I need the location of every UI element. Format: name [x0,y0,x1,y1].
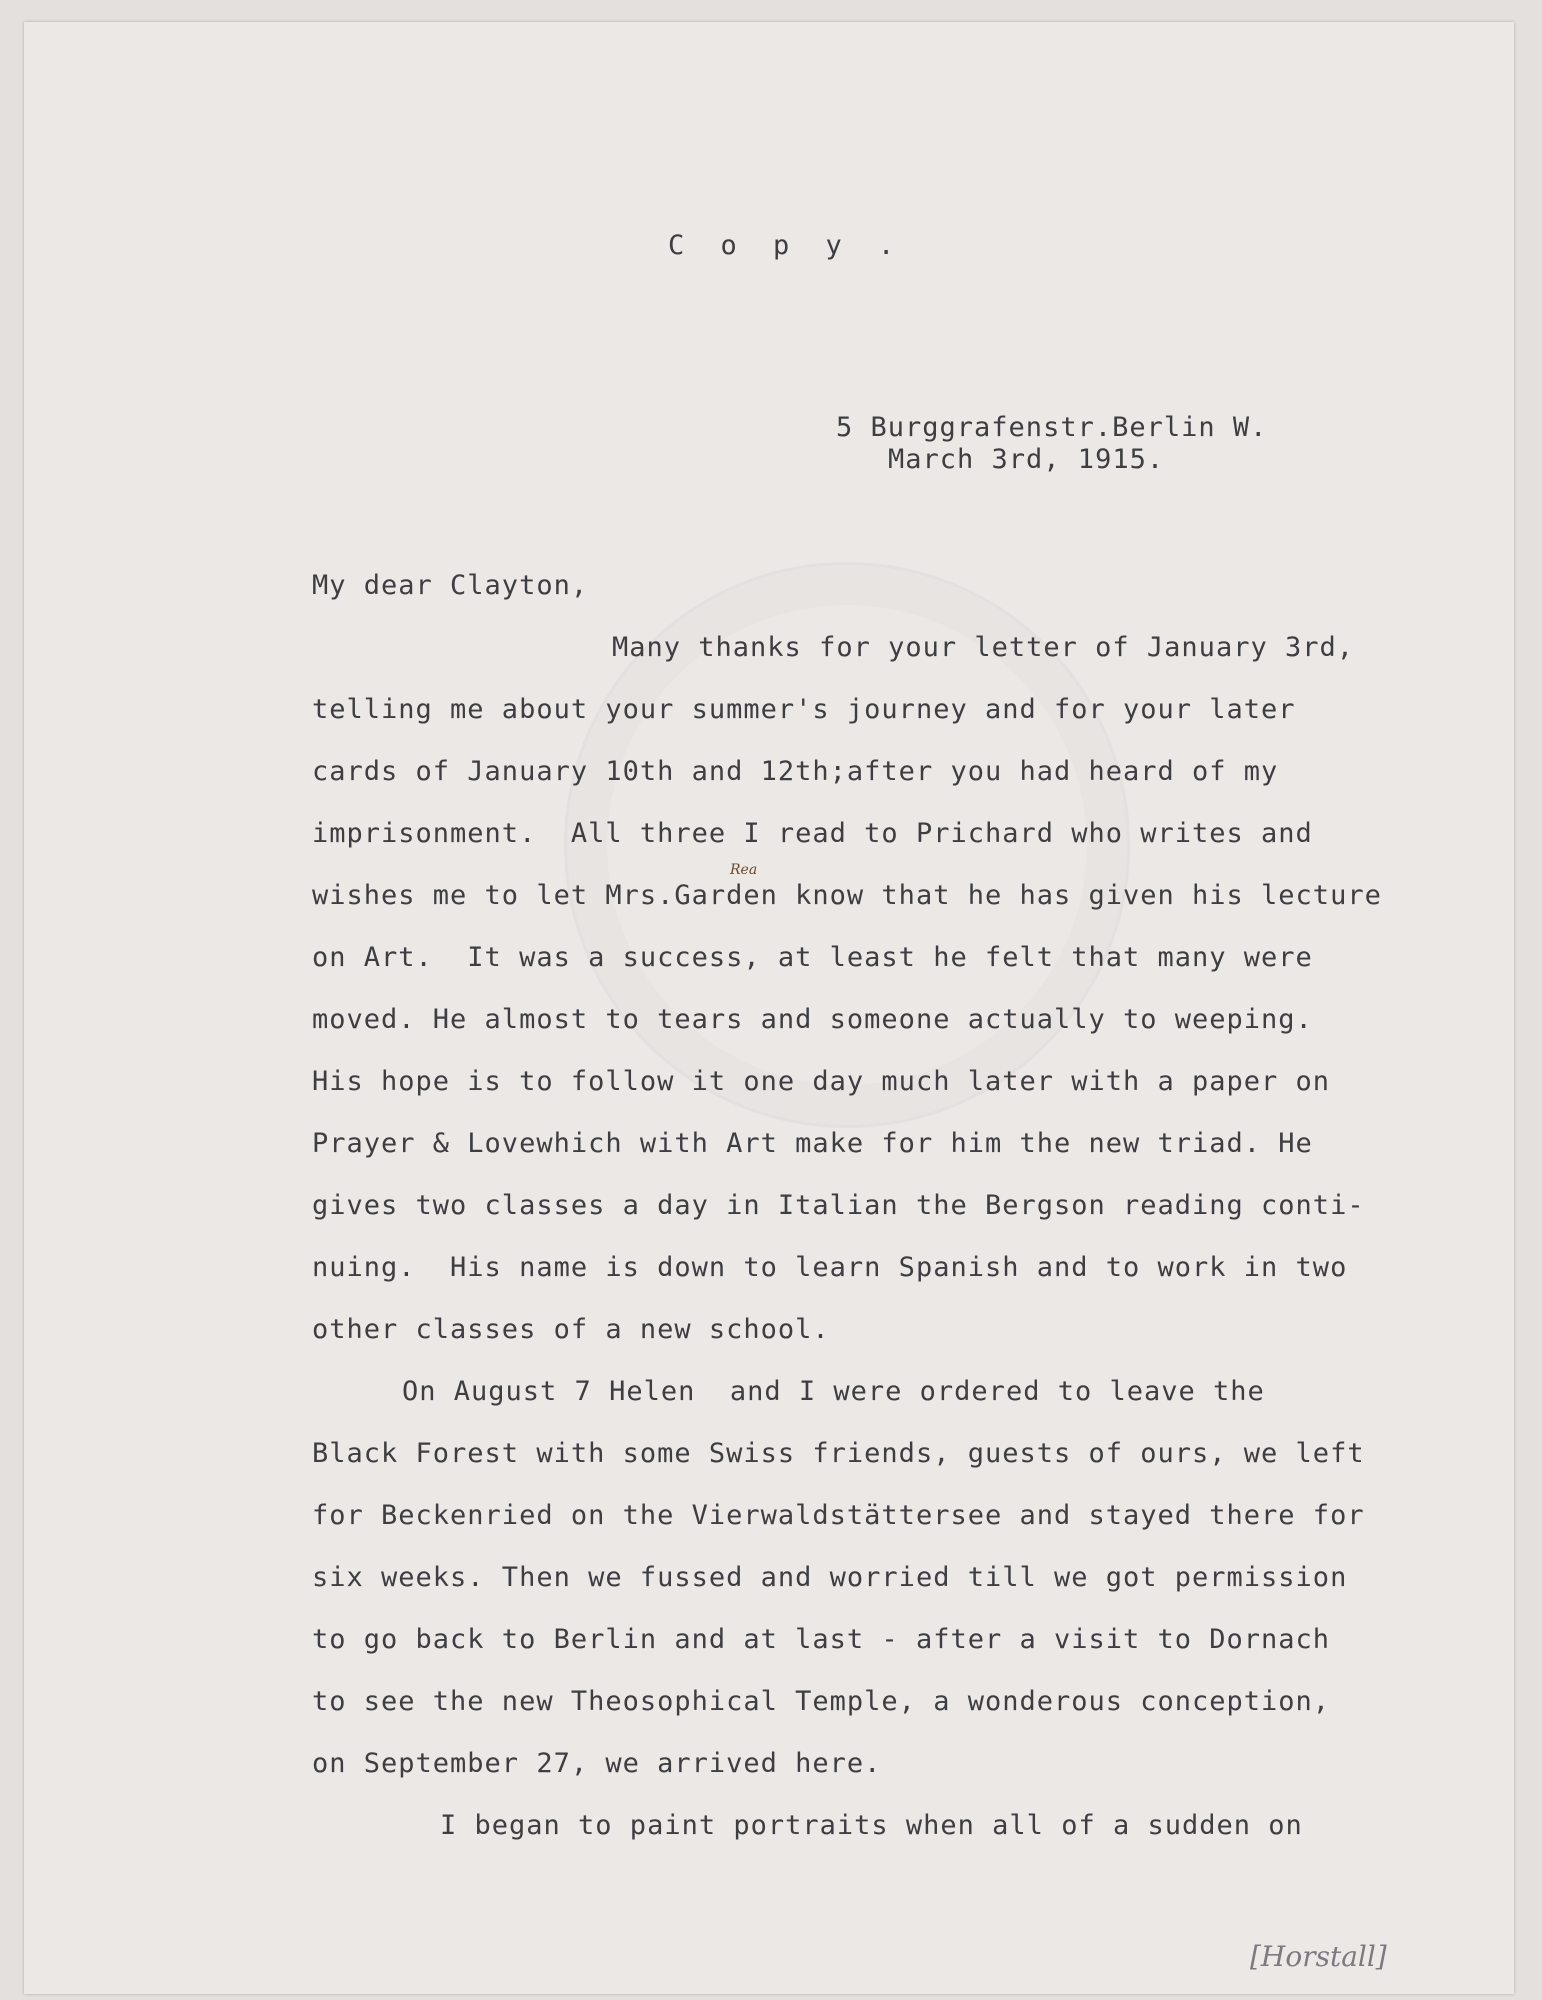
sender-address: 5 Burggrafenstr.Berlin W. [836,412,1268,443]
body-line: Black Forest with some Swiss friends, guests of ours, we left [312,1438,1365,1469]
body-line: other classes of a new school. [312,1314,830,1345]
body-line: imprisonment. All three I read to Prichard who writes and [312,818,1313,849]
body-line: six weeks. Then we fussed and worried till we got permission [312,1562,1348,1593]
body-line: gives two classes a day in Italian the Bergson reading conti- [312,1190,1365,1221]
copy-heading: C o p y . [668,230,905,261]
body-line: for Beckenried on the Vierwaldstättersee and stayed there for [312,1500,1365,1531]
body-line: Many thanks for your letter of January 3rd, [612,632,1354,663]
body-line: to see the new Theosophical Temple, a wonderous conception, [312,1686,1331,1717]
letter-date: March 3rd, 1915. [888,444,1165,475]
handwritten-correction: Rea [730,862,758,878]
body-line: moved. He almost to tears and someone actually to weeping. [312,1004,1313,1035]
body-line: on Art. It was a success, at least he felt that many were [312,942,1313,973]
body-line: wishes me to let Mrs.Garden know that he has given his lecture [312,880,1382,911]
body-line: His hope is to follow it one day much later with a paper on [312,1066,1331,1097]
salutation: My dear Clayton, [312,570,589,601]
archive-pencil-note: [Horstall] [1250,1940,1387,1973]
body-line: Prayer & Lovewhich with Art make for him the new triad. He [312,1128,1313,1159]
body-line: cards of January 10th and 12th;after you had heard of my [312,756,1279,787]
body-line: I began to paint portraits when all of a sudden on [440,1810,1303,1841]
body-line: On August 7 Helen and I were ordered to leave the [402,1376,1265,1407]
body-line: to go back to Berlin and at last - after a visit to Dornach [312,1624,1331,1655]
body-line: nuing. His name is down to learn Spanish and to work in two [312,1252,1348,1283]
body-line: on September 27, we arrived here. [312,1748,882,1779]
body-line: telling me about your summer's journey and for your later [312,694,1296,725]
